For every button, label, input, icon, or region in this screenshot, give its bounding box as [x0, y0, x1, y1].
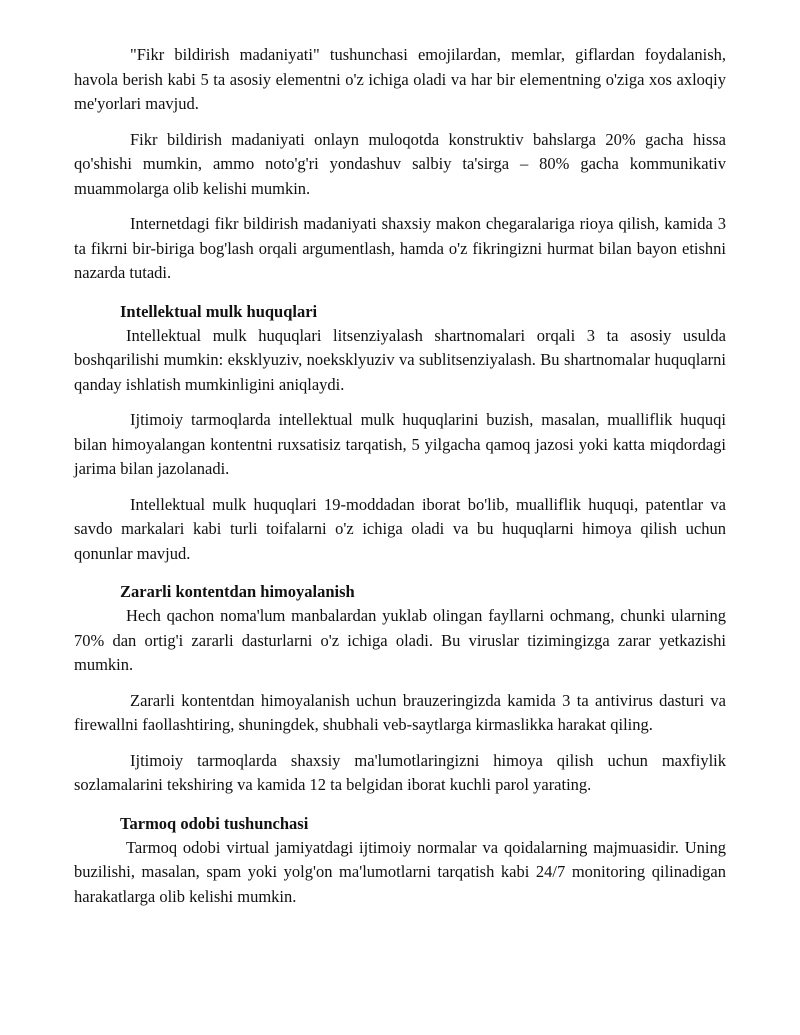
paragraph: Intellektual mulk huquqlari litsenziyalash shartnomalari orqali 3 ta asosiy usulda boshqarilishi mumkin: eksklyuziv, noeksklyuziv va sublitsenziyalash. Bu shartnomalar huquqlarni qanday ishlatish mumkinligini aniqlaydi.	[74, 325, 726, 394]
paragraph: Ijtimoiy tarmoqlarda intellektual mulk huquqlarini buzish, masalan, mualliflik huquqi bilan himoyalangan kontentni ruxsatisiz tarqatish, 5 yilgacha qamoq jazosi yoki katta miqdordagi jarima bilan jazolanadi.	[74, 410, 726, 478]
paragraph: "Fikr bildirish madaniyati" tushunchasi emojilardan, memlar, giflardan foydalanish, havola berish kabi 5 ta asosiy elementni o'z ichiga oladi va har bir elementning o'ziga xos axloqiy me'yorlari mavjud.	[74, 45, 726, 113]
paragraph: Intellektual mulk huquqlari 19-moddadan iborat bo'lib, mualliflik huquqi, patentlar va savdo markalari kabi turli toifalarni o'z ichiga oladi va bu huquqlarni himoya qilish uchun qonunlar mavjud.	[74, 494, 726, 563]
section-heading: Zararli kontentdan himoyalanish	[120, 582, 355, 601]
paragraph: Hech qachon noma'lum manbalardan yuklab olingan fayllarni ochmang, chunki ularning 70% dan ortig'i zararli dasturlarni o'z ichiga oladi. Bu viruslar tizimingizga zarar yetkazishi mumkin.	[74, 606, 726, 674]
paragraph: Fikr bildirish madaniyati onlayn muloqotda konstruktiv bahslarga 20% gacha hissa qo'shishi mumkin, ammo noto'g'ri yondashuv salbiy ta'sirga – 80% gacha kommunikativ muammolarga olib kelishi mumkin.	[74, 129, 726, 198]
section-heading: Tarmoq odobi tushunchasi	[120, 813, 309, 833]
paragraph: Tarmoq odobi virtual jamiyatdagi ijtimoiy normalar va qoidalarning majmuasidir. Uning buzilishi, masalan, spam yoki yolg'on ma'lumotlarni tarqatish kabi 24/7 monitoring qilinadigan harakatlarga olib kelishi mumkin.	[74, 837, 726, 906]
paragraph: Zararli kontentdan himoyalanish uchun brauzeringizda kamida 3 ta antivirus dasturi va firewallni faollashtiring, shuningdek, shubhali veb-saytlarga kirmaslikka harakat qiling.	[74, 690, 726, 734]
paragraph: Internetdagi fikr bildirish madaniyati shaxsiy makon chegaralariga rioya qilish, kamida 3 ta fikrni bir-biriga bog'lash orqali argumentlash, hamda o'z fikringizni hurmat bilan bayon etishni nazarda tutadi.	[74, 214, 726, 282]
document-page	[74, 43, 726, 920]
section-heading: Intellektual mulk huquqlari	[120, 301, 318, 321]
paragraph: Ijtimoiy tarmoqlarda shaxsiy ma'lumotlaringizni himoya qilish uchun maxfiylik sozlamalarini tekshiring va kamida 12 ta belgidan iborat kuchli parol yarating.	[74, 750, 726, 794]
